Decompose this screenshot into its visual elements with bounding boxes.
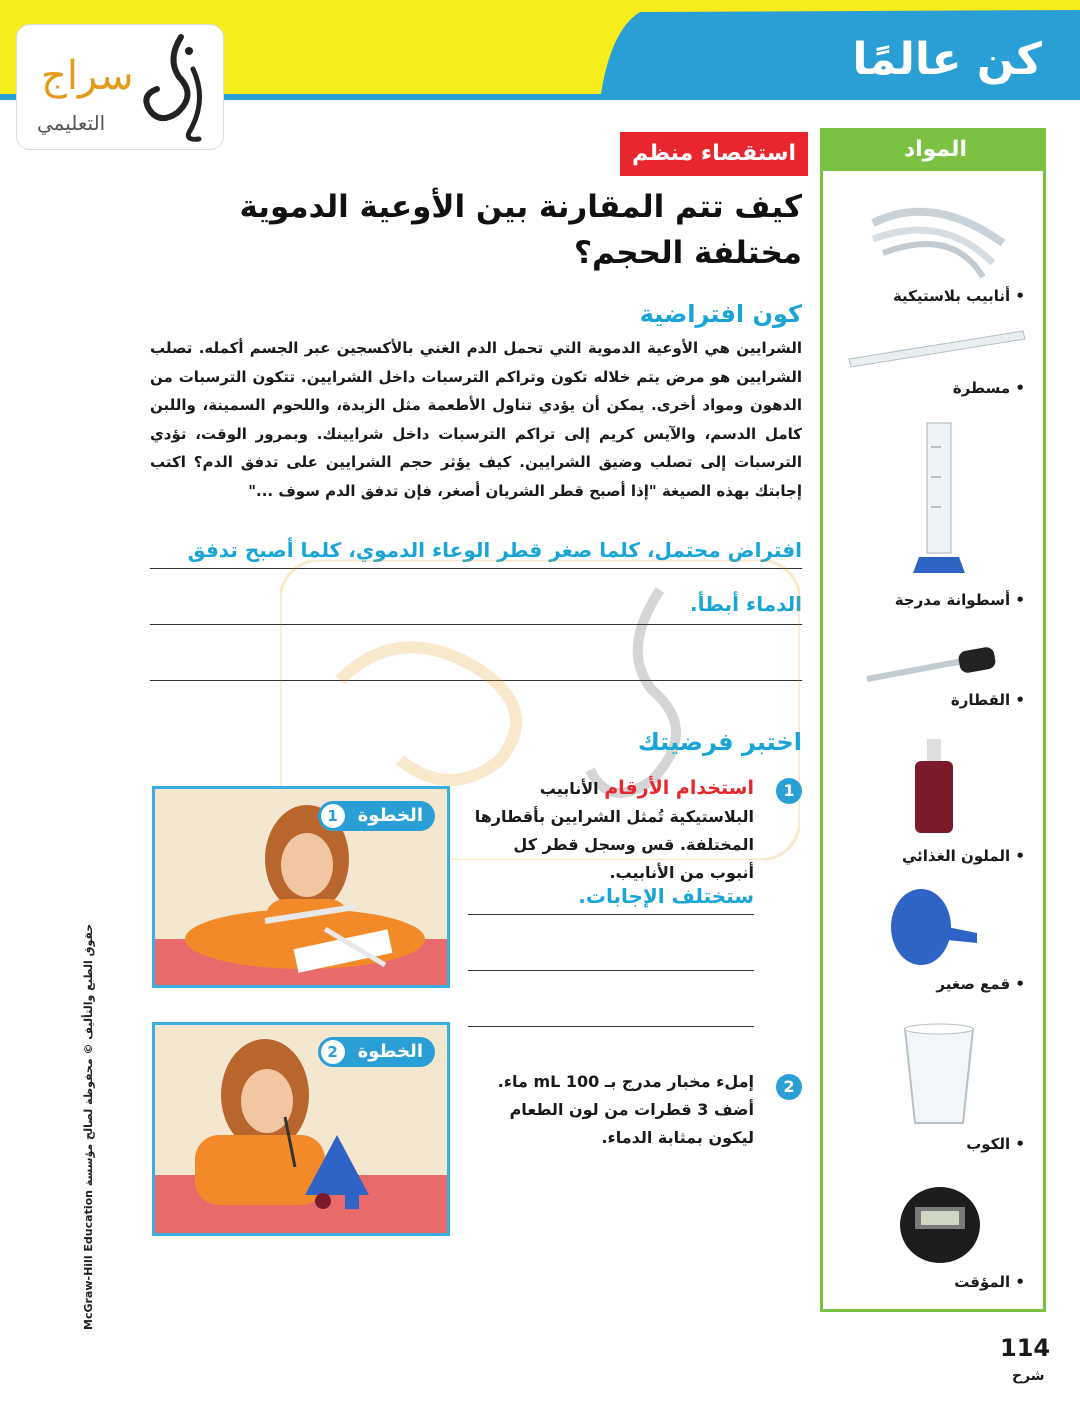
step-1-text [464, 774, 754, 887]
material-plastic-tubes: • أنابيب بلاستيكية [892, 287, 1025, 305]
structured-inquiry-badge: استقصاء منظم [620, 132, 808, 176]
siraj-logo [16, 24, 224, 150]
hypothesis-body: الشرايين هي الأوعية الدموية التي تحمل الدم الغني بالأكسجين عبر الجسم أكمله. تصلب الشرايين هو مرض يتم خلاله تكون وتراكم الترسبات داخل الشرايين. تتكون الترسبات من الدهون ومواد أخرى. يمكن أن يؤدي تناول الأطعمة مثل الزبدة، واللحوم السمينة، واللبن كامل الدسم، والآيس كريم إلى تراكم الترسبات داخل شرايينك. وبمرور الوقت، تؤدي الترسبات إلى تصلب وضيق الشرايين. كيف يؤثر حجم الشرايين على تدفق الدم؟ اكتب إجابتك بهذه الصيغة "إذا أصبح قطر الشريان أصغر، فإن تدفق الدم سوف ..." [150, 339, 802, 500]
answer-line-3[interactable] [150, 680, 802, 681]
step-1-line-1[interactable] [468, 914, 754, 915]
material-funnel: • قمع صغير [936, 975, 1025, 993]
step-1-line-3[interactable] [468, 1026, 754, 1027]
step-2-photo [152, 1022, 450, 1236]
funnel-icon [887, 887, 983, 977]
step-1-answer: ستختلف الإجابات. [578, 884, 754, 908]
material-ruler: • مسطرة [952, 379, 1025, 397]
cup-icon [901, 1023, 977, 1127]
material-cup: • الكوب [966, 1135, 1025, 1153]
materials-heading: المواد [903, 137, 967, 162]
using-numbers-highlight: استخدام الأرقام [604, 777, 754, 799]
materials-panel [820, 128, 1046, 1312]
page-title: كن عالمًا [852, 34, 1042, 85]
hypothesis-heading: كون افتراضية [639, 300, 802, 328]
timer-icon [895, 1177, 985, 1267]
step-2-number: 2 [776, 1074, 802, 1100]
materials-header [823, 131, 1043, 171]
step-2-photo-label: الخطوة 2 [318, 1037, 435, 1067]
step-1-photo-label: الخطوة 1 [318, 801, 435, 831]
food-coloring-icon [909, 737, 959, 837]
test-hypothesis-heading: اختبر فرضيتك [637, 728, 802, 756]
copyright-credit: حقوق الطبع والتأليف © محفوظة لصالح مؤسسة McGraw-Hill Education [82, 923, 95, 1330]
ruler-icon [847, 327, 1027, 367]
step-1-number: 1 [776, 778, 802, 804]
hypothesis-answer-2: الدماء أبطأ. [690, 592, 802, 616]
material-timer: • المؤقت [954, 1273, 1025, 1291]
hypothesis-answer-1: افتراض محتمل، كلما صغر قطر الوعاء الدموي، كلما أصبح تدفق [187, 538, 802, 562]
step-1-instructions: الأنابيب البلاستيكية تُمثل الشرايين بأقطارها المختلفة. قس وسجل قطر كل أنبوب من الأنابيب. [474, 779, 754, 882]
step-1-photo [152, 786, 450, 988]
page-number: 114 [1000, 1334, 1051, 1362]
material-food-coloring: • الملون الغذائي [901, 847, 1025, 865]
page-subtitle: شرح [1012, 1368, 1045, 1384]
step-1-line-2[interactable] [468, 970, 754, 971]
plastic-tubes-icon [863, 193, 1013, 283]
material-graduated-cylinder: • أسطوانة مدرجة [894, 591, 1025, 609]
logo-sub-text: التعليمي [37, 111, 106, 135]
answer-line-2[interactable] [150, 624, 802, 625]
step-2-text: إملء مخبار مدرج بـ 100 mL ماء. أضف 3 قطرات من لون الطعام ليكون بمثابة الدماء. [497, 1072, 754, 1147]
logo-main-text: سراج [41, 53, 134, 99]
material-dropper: • القطارة [950, 691, 1025, 709]
logo-calligraphy-icon [137, 29, 217, 145]
answer-line-1[interactable] [150, 568, 802, 569]
inquiry-question: كيف تتم المقارنة بين الأوعية الدموية مختلفة الحجم؟ [239, 189, 802, 271]
graduated-cylinder-icon [909, 417, 969, 577]
dropper-icon [863, 645, 1003, 685]
